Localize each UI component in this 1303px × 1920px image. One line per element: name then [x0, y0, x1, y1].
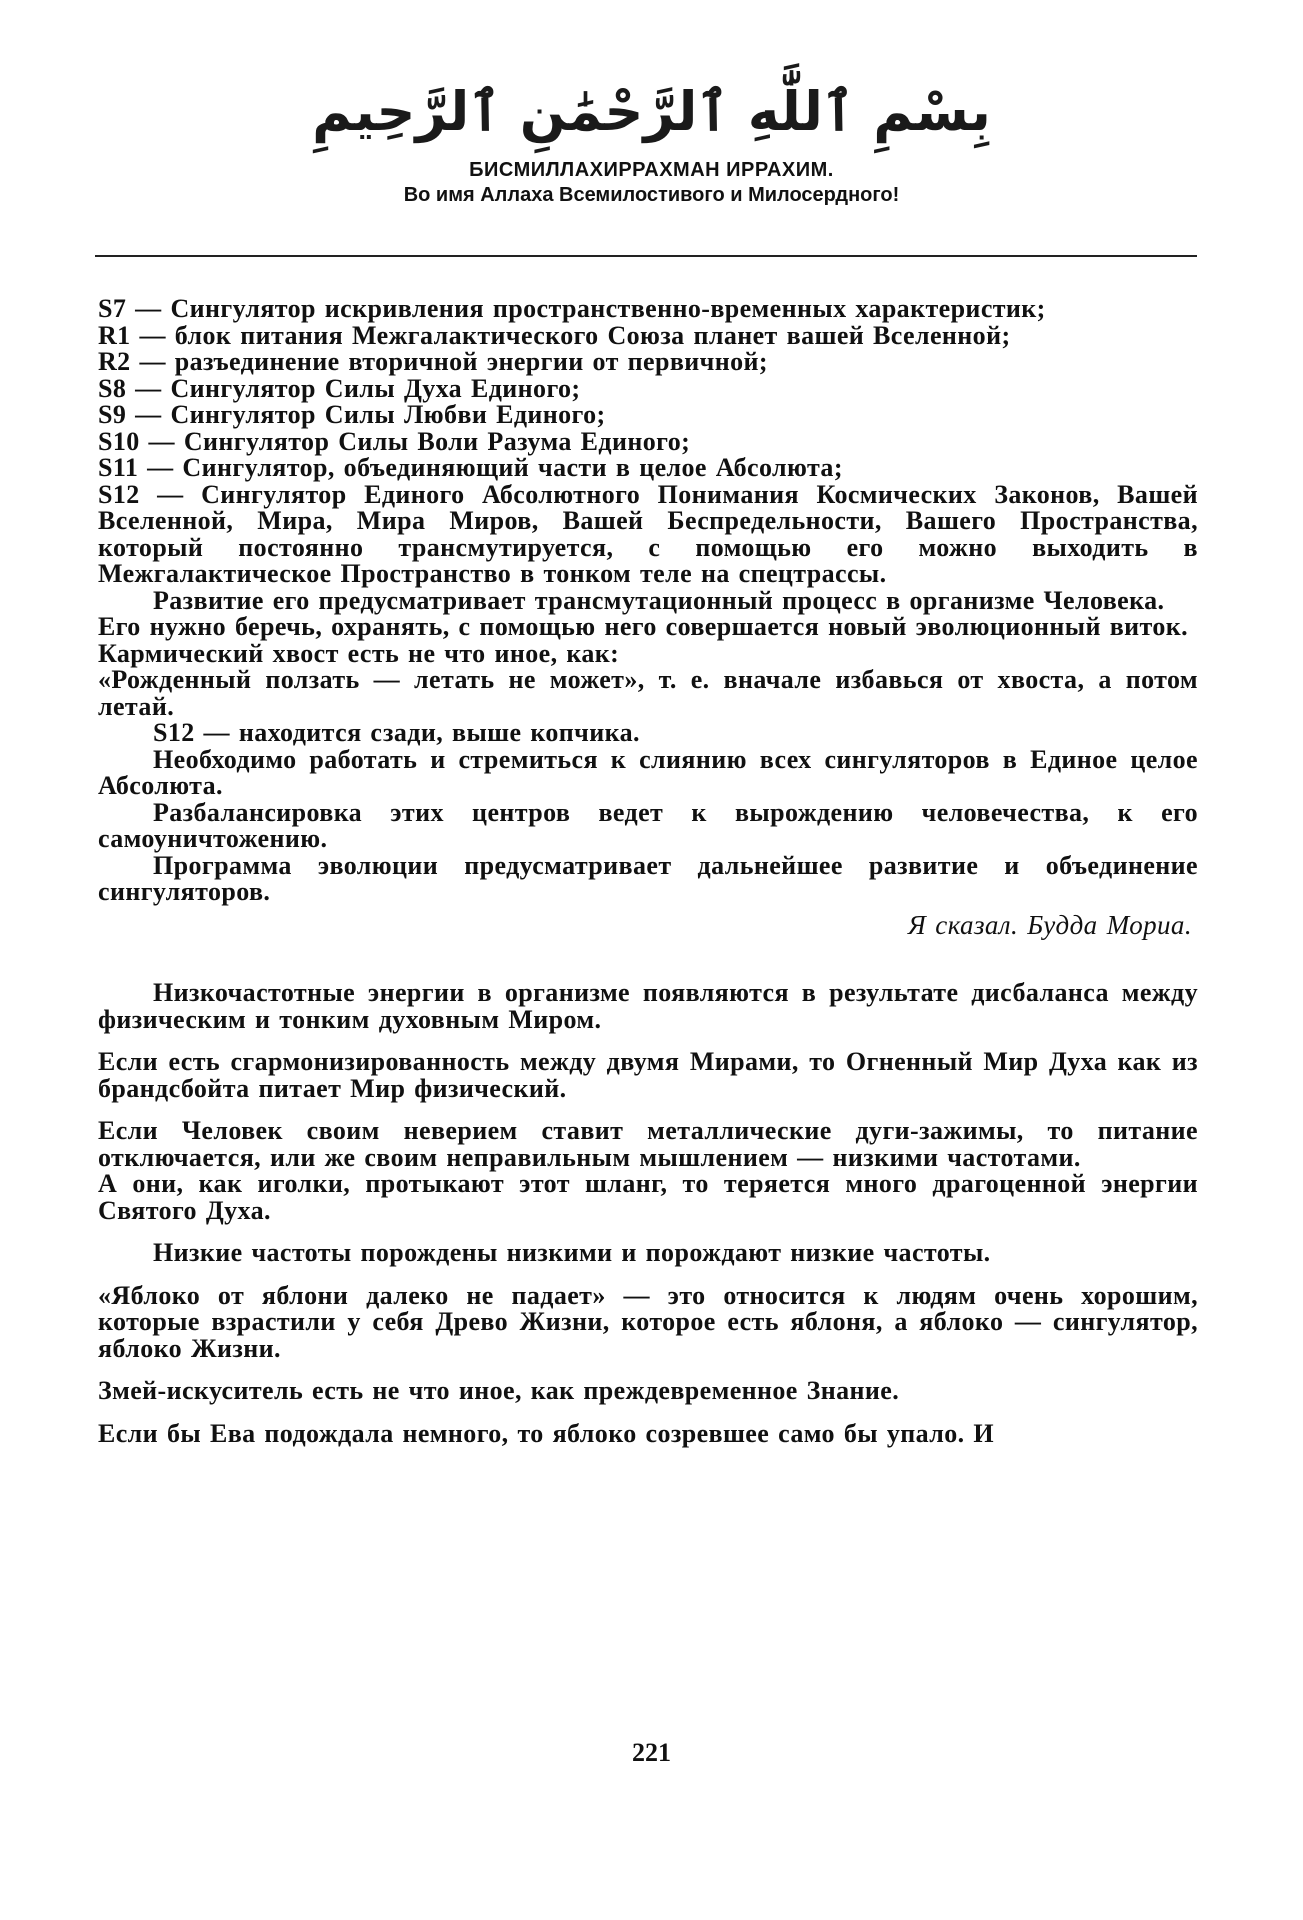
paragraph: Если Человек своим неверием ставит металлические дуги-зажимы, то питание отключается, или же своим неправильным мышлением — низкими частотами.: [98, 1116, 1198, 1172]
paragraph: Его нужно беречь, охранять, с помощью него совершается новый эволюционный виток.: [98, 612, 1189, 641]
signature: Я сказал. Будда Мориа.: [908, 909, 1192, 940]
list-item: S7 — Сингулятор искривления пространственно-временных характеристик;: [98, 294, 1046, 323]
header-subtitle: Во имя Аллаха Всемилостивого и Милосердного!: [403, 183, 900, 206]
list-item: S8 — Сингулятор Силы Духа Единого;: [98, 373, 581, 403]
list-item: S9 — Сингулятор Силы Любви Единого;: [98, 400, 606, 429]
paragraph: Необходимо работать и стремиться к слиянию всех сингуляторов в Единое целое Абсолюта.: [98, 744, 1198, 800]
list-item: S12 — Сингулятор Единого Абсолютного Понимания Космических Законов, Вашей Вселенной, Мира, Мира Миров, Вашей Беспредельности, Вашего Пространства, который постоянно трансмутируется, с помощью его можно выходить в Межгалактическое Пространство в тонком теле на спецтрассы.: [98, 479, 1198, 588]
paragraph: Низкие частоты порождены низкими и порождают низкие частоты.: [153, 1238, 991, 1267]
paragraph: Низкочастотные энергии в организме появляются в результате дисбаланса между физическим и тонким духовным Миром.: [98, 978, 1198, 1034]
singulator-list: [98, 296, 1198, 588]
list-item: S11 — Сингулятор, объединяющий части в целое Абсолюта;: [98, 453, 843, 482]
paragraph: А они, как иголки, протыкают этот шланг, то теряется много драгоценной энергии Святого Духа.: [98, 1169, 1198, 1225]
paragraph: «Рожденный ползать — летать не может», т. е. вначале избавься от хвоста, а потом летай.: [98, 665, 1198, 721]
list-item: S10 — Сингулятор Силы Воли Разума Единого;: [98, 426, 691, 456]
paragraph: Если есть сгармонизированность между двумя Мирами, то Огненный Мир Духа как из брандсбойта питает Мир физический.: [98, 1047, 1198, 1103]
page-number: 221: [632, 1738, 671, 1767]
paragraph: S12 — находится сзади, выше копчика.: [153, 718, 640, 747]
page-body: [98, 296, 1198, 1447]
paragraph: Змей-искуситель есть не что иное, как преждевременное Знание.: [98, 1376, 900, 1405]
header-title: БИСМИЛЛАХИРРАХМАН ИРРАХИМ.: [469, 158, 834, 181]
paragraph: Развитие его предусматривает трансмутационный процесс в организме Человека.: [153, 585, 1165, 615]
paragraph: Если бы Ева подождала немного, то яблоко созревшее само бы упало. И: [98, 1418, 995, 1448]
page-header: [0, 80, 1303, 207]
header-divider: [95, 255, 1197, 257]
paragraph: Программа эволюции предусматривает дальнейшее развитие и объединение сингуляторов.: [98, 850, 1198, 906]
list-item: R1 — блок питания Межгалактического Союза планет вашей Вселенной;: [98, 320, 1011, 350]
paragraph: Разбалансировка этих центров ведет к вырождению человечества, к его самоуничтожению.: [98, 797, 1198, 853]
paragraph: «Яблоко от яблони далеко не падает» — это относится к людям очень хорошим, которые взрастили у себя Древо Жизни, которое есть яблоня, а яблоко — сингулятор, яблоко Жизни.: [98, 1280, 1198, 1363]
bismillah-calligraphy: بِسْمِ ٱللَّٰهِ ٱلرَّحْمَٰنِ ٱلرَّحِيمِ: [312, 80, 991, 143]
list-item: R2 — разъединение вторичной энергии от первичной;: [98, 347, 768, 376]
paragraph: Кармический хвост есть не что иное, как:: [98, 638, 620, 668]
